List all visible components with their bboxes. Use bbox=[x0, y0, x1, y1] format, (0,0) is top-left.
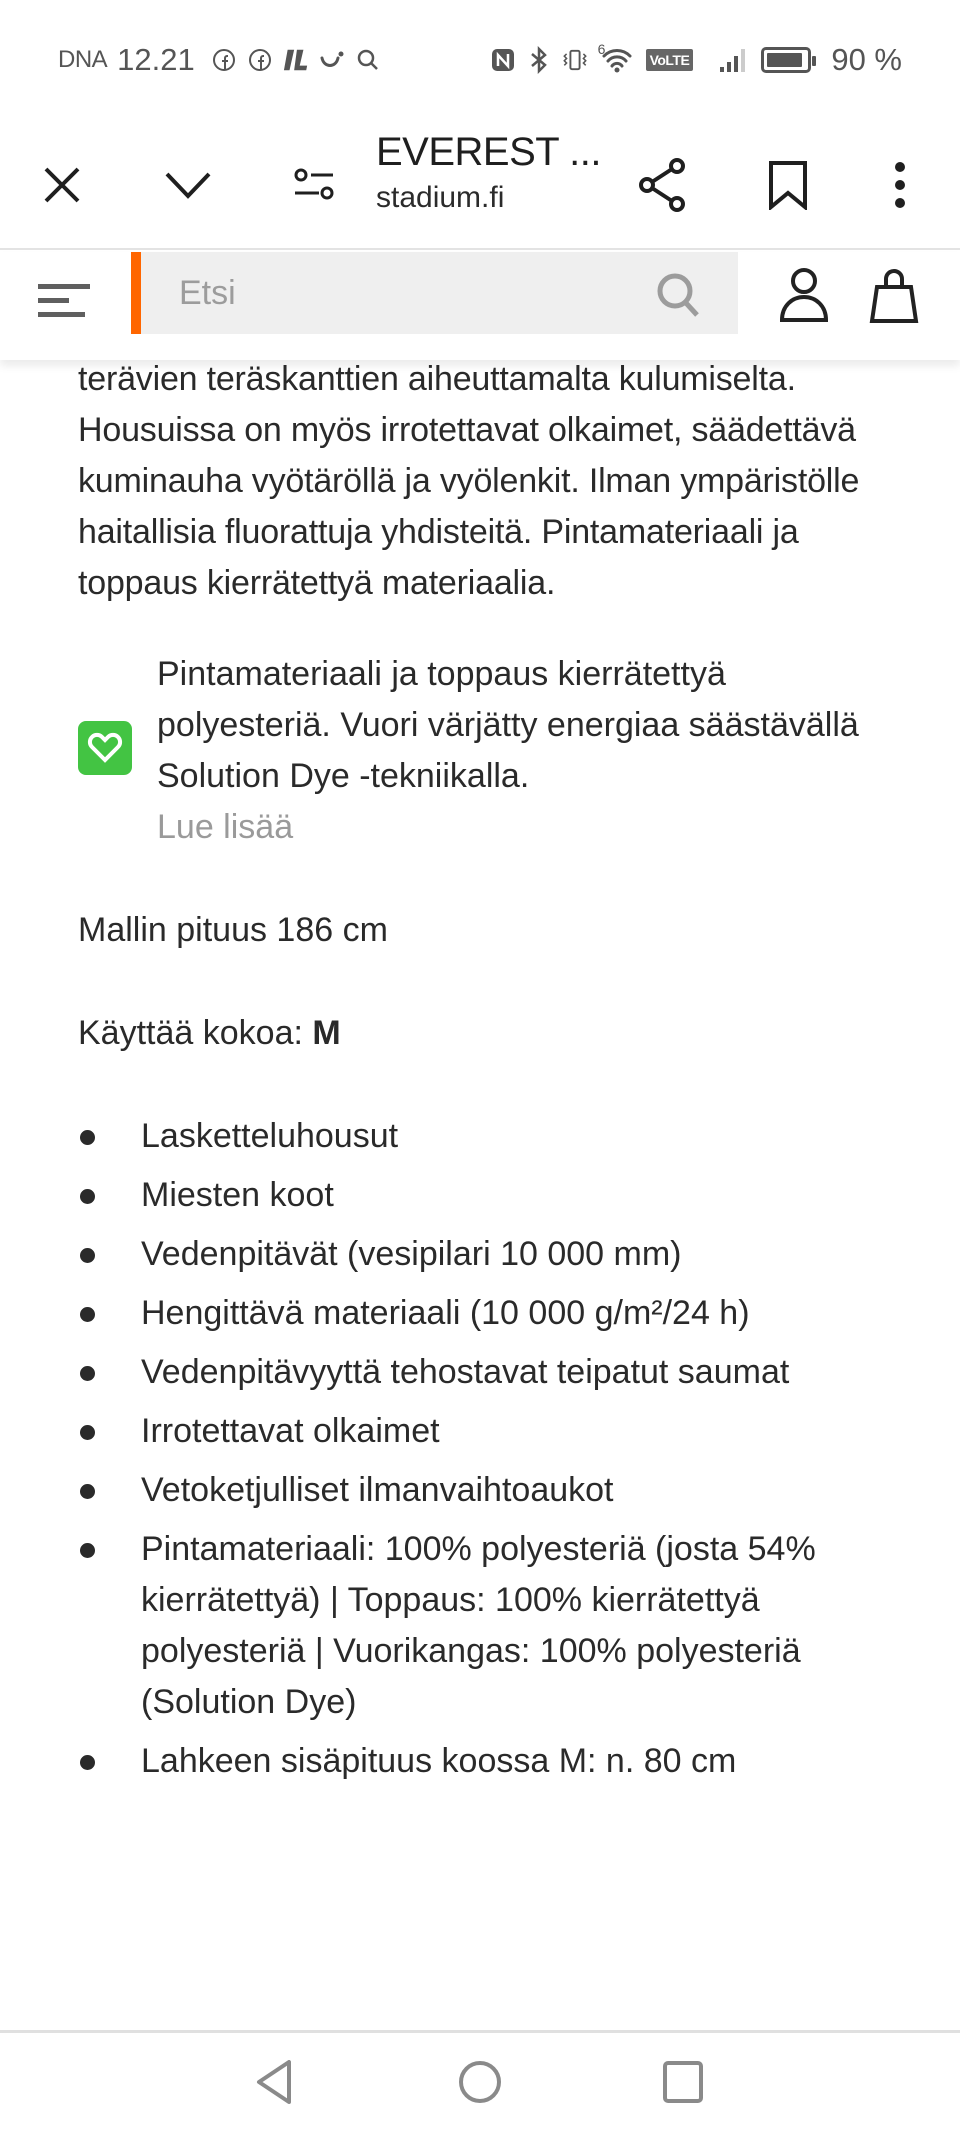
signal-icon bbox=[717, 47, 751, 73]
battery-icon bbox=[761, 47, 811, 73]
list-item: Lasketteluhousut bbox=[78, 1111, 898, 1162]
list-item: Miesten koot bbox=[78, 1170, 898, 1221]
menu-icon-line bbox=[38, 284, 90, 289]
more-vertical-icon bbox=[894, 162, 906, 208]
home-button[interactable] bbox=[435, 2033, 525, 2131]
carrier-name: DNA bbox=[58, 46, 108, 73]
model-size-value: M bbox=[312, 1014, 341, 1052]
site-header bbox=[0, 252, 960, 360]
menu-icon-line bbox=[38, 312, 85, 317]
model-size bbox=[78, 1008, 898, 1059]
page-title: EVEREST ... bbox=[376, 130, 601, 174]
model-size-label: Käyttää kokoa: bbox=[78, 1014, 303, 1052]
page-url: stadium.fi bbox=[376, 181, 505, 214]
close-icon bbox=[42, 165, 82, 205]
close-tab-button[interactable] bbox=[22, 120, 102, 250]
list-item: Vetoketjulliset ilmanvaihtoaukot bbox=[78, 1465, 898, 1516]
more-menu-button[interactable] bbox=[860, 120, 940, 250]
wifi6-icon bbox=[597, 41, 636, 73]
list-item: Vedenpitävät (vesipilari 10 000 mm) bbox=[78, 1229, 898, 1280]
list-item: Vedenpitävyyttä tehostavat teipatut saumat bbox=[78, 1347, 898, 1398]
list-item: Irrotettavat olkaimet bbox=[78, 1406, 898, 1457]
minimize-button[interactable] bbox=[148, 120, 228, 250]
user-icon bbox=[779, 267, 829, 323]
recents-button[interactable] bbox=[638, 2033, 728, 2131]
status-bar-left bbox=[58, 42, 381, 78]
chevron-down-icon bbox=[164, 170, 212, 200]
eco-note bbox=[78, 649, 898, 853]
clock: 12.21 bbox=[117, 42, 195, 77]
battery-percent: 90 % bbox=[831, 42, 902, 77]
sustainability-heart-icon bbox=[78, 721, 132, 775]
shopping-bag-button[interactable] bbox=[864, 260, 924, 330]
feature-list bbox=[78, 1111, 898, 1787]
status-bar bbox=[0, 0, 960, 120]
search-box bbox=[131, 252, 738, 334]
search-icon[interactable] bbox=[656, 272, 700, 323]
facebook-icon bbox=[211, 47, 237, 73]
vibrate-icon bbox=[562, 47, 588, 73]
tune-icon bbox=[293, 167, 335, 203]
wifi-generation-label: 6 bbox=[597, 41, 606, 57]
read-more-link[interactable]: Lue lisää bbox=[157, 808, 294, 846]
search-input[interactable] bbox=[141, 274, 641, 313]
nfc-icon bbox=[490, 47, 516, 73]
menu-icon-line bbox=[38, 298, 69, 303]
bookmark-icon bbox=[768, 160, 808, 210]
tab-title-area[interactable] bbox=[376, 130, 626, 215]
page-settings-button[interactable] bbox=[274, 120, 354, 250]
browser-toolbar bbox=[0, 120, 960, 250]
back-button[interactable] bbox=[230, 2033, 320, 2131]
system-navigation-bar bbox=[0, 2030, 960, 2131]
product-description bbox=[78, 354, 898, 1795]
list-item: Hengittävä materiaali (10 000 g/m²/24 h) bbox=[78, 1288, 898, 1339]
share-icon bbox=[637, 158, 687, 212]
bluetooth-icon bbox=[526, 47, 552, 73]
description-text: terävien teräskanttien aiheuttamalta kulumiselta. Housuissa on myös irrotettavat olkaimet, säädettävä kuminauha vyötäröllä ja vyölenkit. Ilman ympäristölle haitallisia fluorattuja yhdisteitä. Pintamateriaali ja toppaus kierrätettyä materiaalia. bbox=[78, 360, 860, 602]
recents-square-icon bbox=[663, 2060, 703, 2104]
list-item: Lahkeen sisäpituus koossa M: n. 80 cm bbox=[78, 1736, 898, 1787]
shopping-bag-icon bbox=[869, 267, 919, 323]
volte-icon: VoLTE bbox=[646, 49, 694, 71]
account-button[interactable] bbox=[774, 260, 834, 330]
facebook-icon bbox=[247, 47, 273, 73]
model-height: Mallin pituus 186 cm bbox=[78, 911, 388, 949]
back-triangle-icon bbox=[255, 2060, 295, 2104]
status-bar-right bbox=[490, 42, 902, 78]
iltalehti-icon bbox=[283, 47, 309, 73]
share-button[interactable] bbox=[622, 120, 702, 250]
eco-note-text: Pintamateriaali ja toppaus kierrätettyä polyesteriä. Vuori värjätty energiaa säästävällä Solution Dye -tekniikalla. bbox=[157, 655, 859, 795]
list-item: Pintamateriaali: 100% polyesteriä (josta 54% kierrätettyä) | Toppaus: 100% kierrätettyä polyesteriä | Vuorikangas: 100% polyesteriä (Solution Dye) bbox=[78, 1524, 898, 1728]
hamburger-menu-button[interactable] bbox=[36, 268, 96, 328]
search-icon bbox=[355, 47, 381, 73]
tui-icon bbox=[319, 47, 345, 73]
home-circle-icon bbox=[458, 2060, 502, 2104]
bookmark-button[interactable] bbox=[748, 120, 828, 250]
